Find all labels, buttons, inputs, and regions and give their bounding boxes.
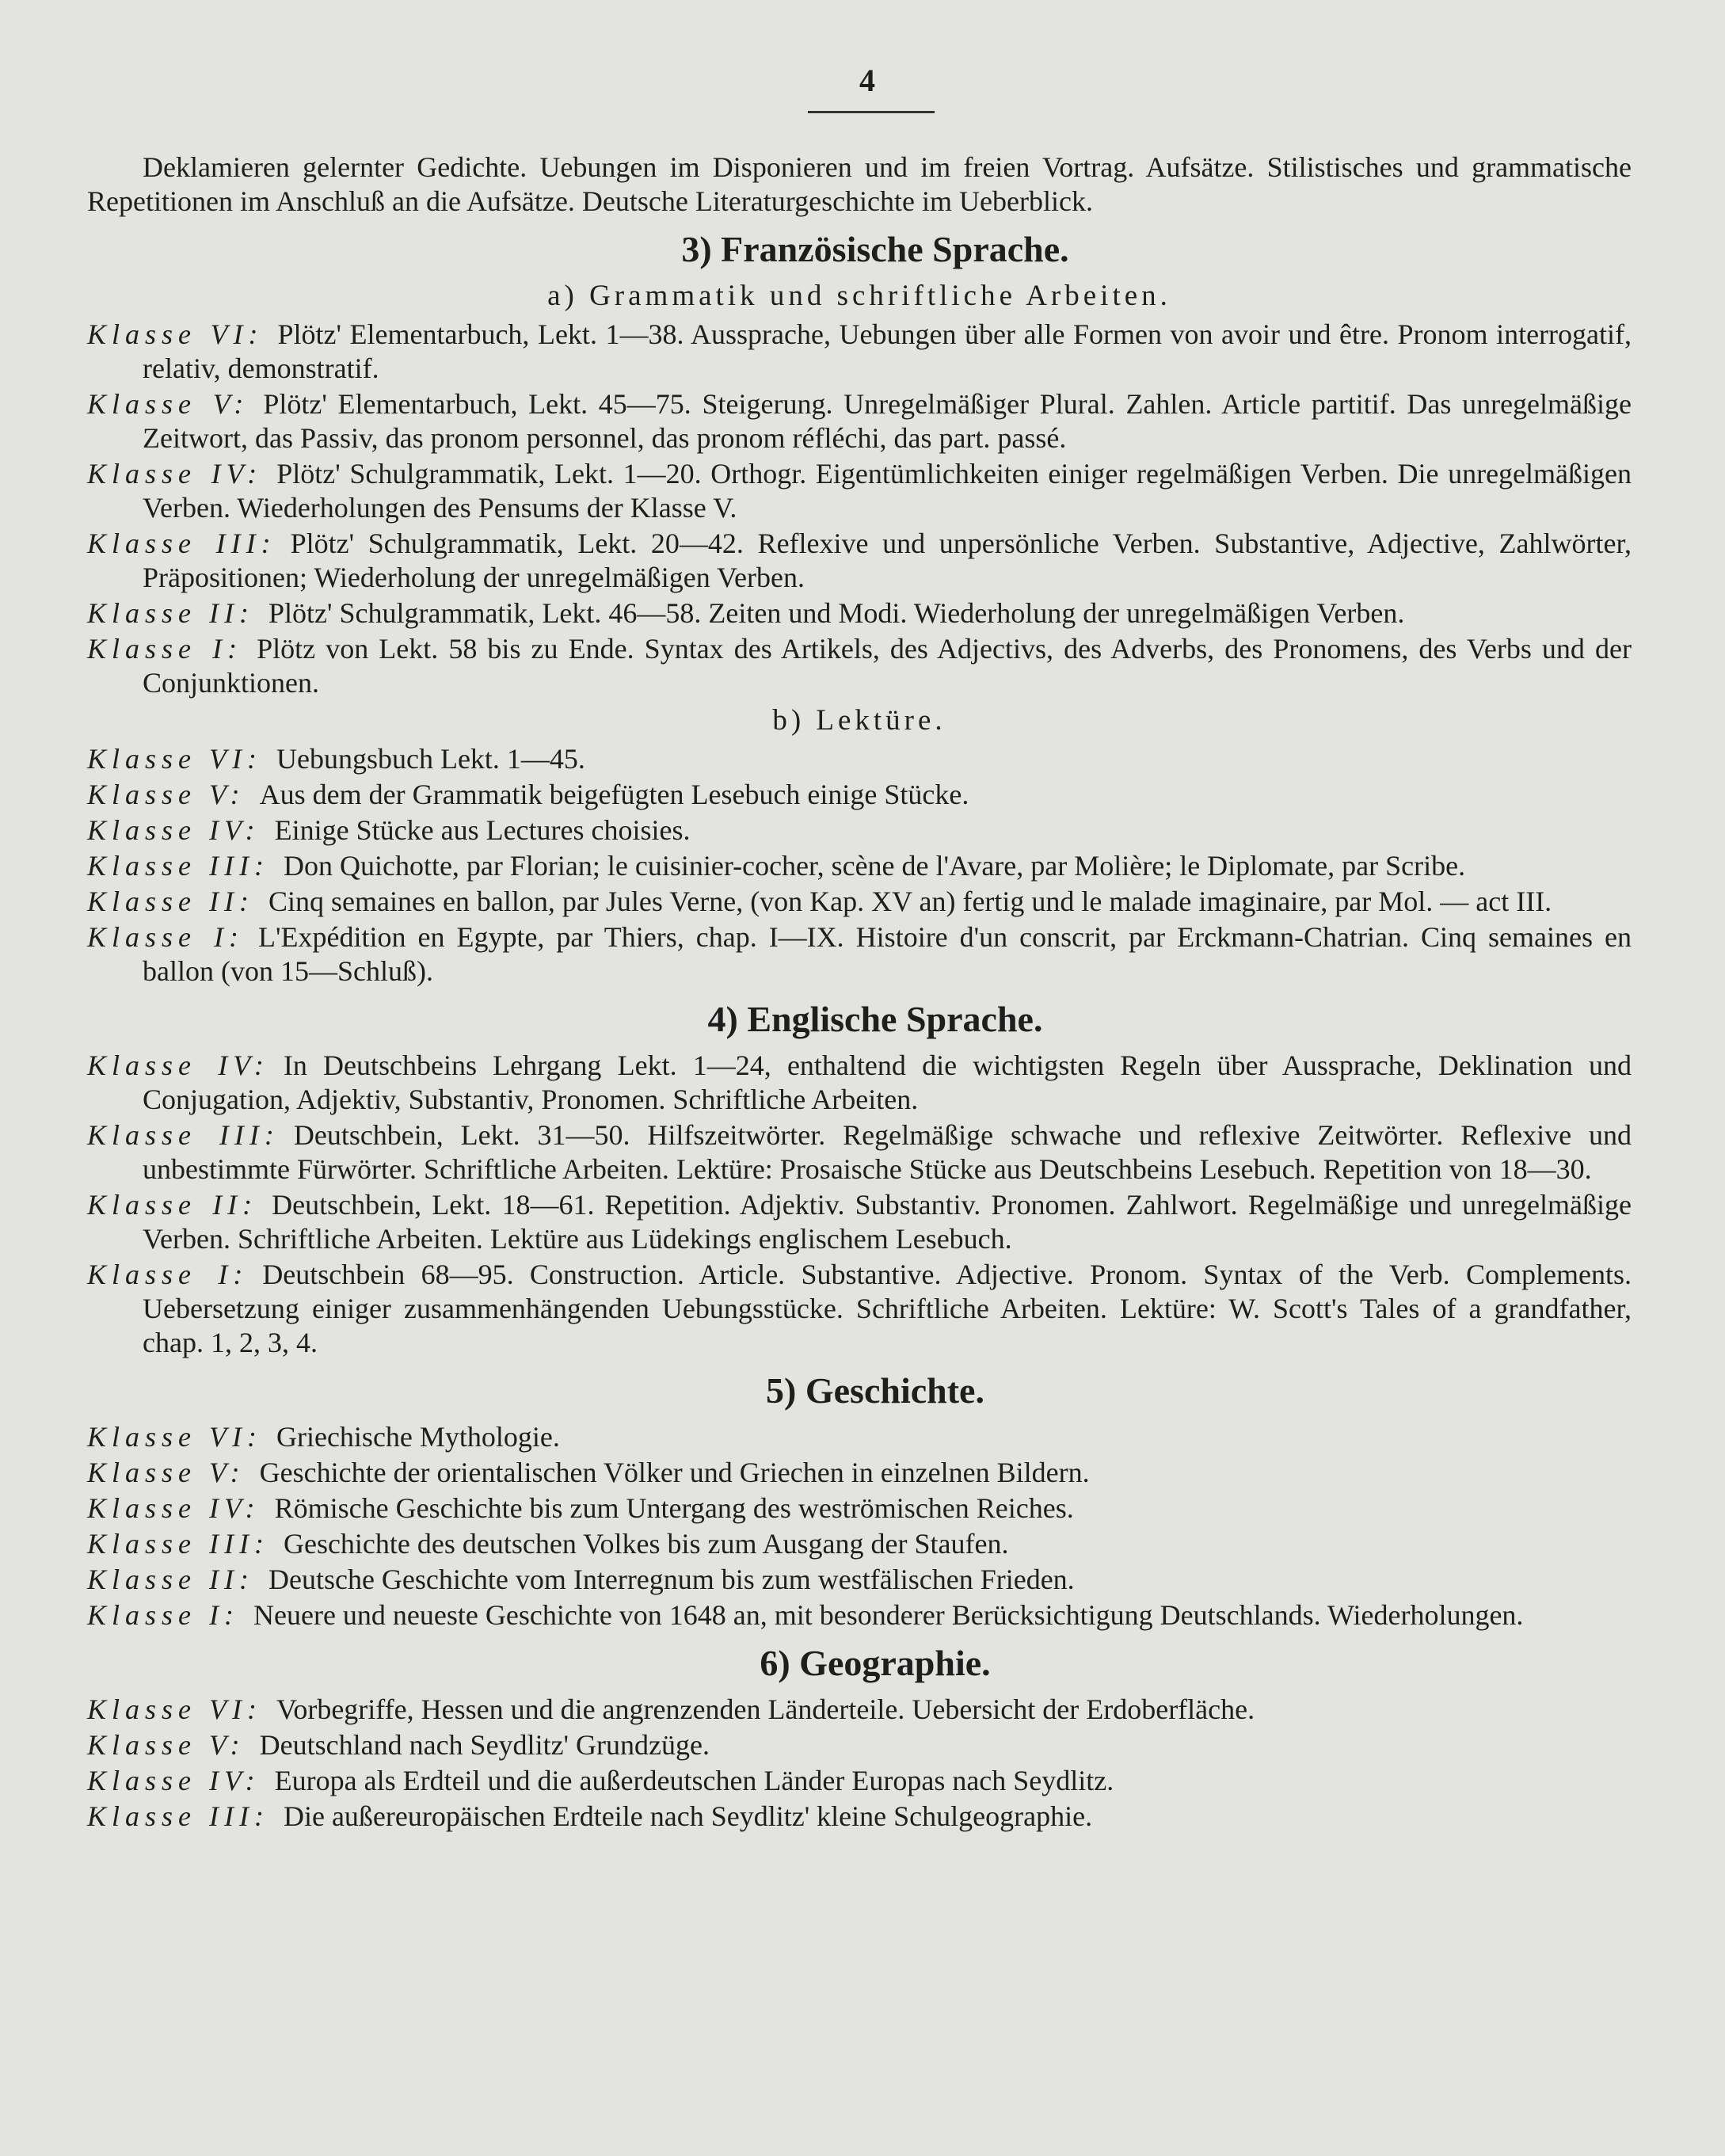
class-entry (87, 778, 1632, 812)
subsection-title-grammar: a) Grammatik und schriftliche Arbeiten. (547, 280, 1171, 312)
class-label: Klasse IV: (87, 458, 263, 489)
class-label: Klasse IV: (87, 814, 261, 846)
class-text: Geschichte der orientalischen Völker und Griechen in einzelnen Bildern. (259, 1457, 1090, 1488)
geography-list (87, 1693, 1632, 1834)
class-text: Vorbegriffe, Hessen und die angrenzenden Länderteile. Uebersicht der Erdoberfläche. (276, 1693, 1255, 1725)
class-text: Uebungsbuch Lekt. 1—45. (276, 743, 585, 775)
class-text: Europa als Erdteil und die außerdeutschen Länder Europas nach Seydlitz. (274, 1765, 1114, 1796)
class-text: Plötz' Schulgrammatik, Lekt. 20—42. Reflexive und unpersönliche Verben. Substantive, Adjective, Zahlwörter, Präpositionen; Wiederholung der unregelmäßigen Verben. (143, 528, 1632, 593)
class-entry (87, 1693, 1632, 1727)
class-label: Klasse II: (87, 1564, 254, 1595)
class-entry (87, 1800, 1632, 1834)
class-entry (87, 1598, 1632, 1632)
class-text: In Deutschbeins Lehrgang Lekt. 1—24, enthaltend die wichtigsten Regeln über Aussprache, Deklination und Conjugation, Adjektiv, Substantiv, Pronomen. Schriftliche Arbeiten. (143, 1049, 1632, 1115)
section-title-history: 5) Geschichte. (766, 1370, 984, 1411)
class-text: L'Expédition en Egypte, par Thiers, chap. I—IX. Histoire d'un conscrit, par Erckmann-Chatrian. Cinq semaines en ballon (von 15—Schluß). (143, 921, 1632, 987)
class-entry (87, 742, 1632, 776)
class-label: Klasse IV: (87, 1049, 269, 1081)
class-label: Klasse V: (87, 779, 246, 810)
class-entry (87, 920, 1632, 988)
page-content (87, 150, 1632, 1835)
class-label: Klasse I: (87, 921, 244, 953)
class-text: Neuere und neueste Geschichte von 1648 an, mit besonderer Berücksichtigung Deutschlands. Wiederholungen. (253, 1599, 1524, 1631)
class-entry (87, 527, 1632, 595)
class-text: Deutschbein, Lekt. 31—50. Hilfszeitwörter. Regelmäßige schwache und reflexive Zeitwörter. Reflexive und unbestimmte Fürwörter. Schriftliche Arbeiten. Lektüre: Prosaische Stücke aus Deutschbeins Lesebuch. Repetition von 18—30. (143, 1119, 1632, 1185)
class-text: Aus dem der Grammatik beigefügten Lesebuch einige Stücke. (259, 779, 969, 810)
section-title-french: 3) Französische Sprache. (681, 229, 1069, 269)
section-title-geography: 6) Geographie. (760, 1643, 991, 1683)
class-text: Deutschbein, Lekt. 18—61. Repetition. Adjektiv. Substantiv. Pronomen. Zahlwort. Regelmäßige und unregelmäßige Verben. Schriftliche Arbeiten. Lektüre aus Lüdekings englischem Lesebuch. (143, 1189, 1632, 1255)
class-entry (87, 1456, 1632, 1490)
class-entry (87, 318, 1632, 386)
class-entry (87, 1527, 1632, 1561)
class-label: Klasse I: (87, 1259, 249, 1290)
english-list (87, 1049, 1632, 1360)
class-entry (87, 813, 1632, 848)
page-number-rule (808, 111, 935, 113)
class-label: Klasse I: (87, 1599, 239, 1631)
page-number: 4 (859, 63, 875, 98)
class-text: Plötz' Schulgrammatik, Lekt. 1—20. Orthogr. Eigentümlichkeiten einiger regelmäßigen Verben. Die unregelmäßigen Verben. Wiederholungen des Pensums der Klasse V. (143, 458, 1632, 524)
class-entry (87, 1258, 1632, 1360)
class-entry (87, 1420, 1632, 1454)
french-grammar-list (87, 318, 1632, 700)
class-entry (87, 1188, 1632, 1256)
class-text: Plötz' Schulgrammatik, Lekt. 46—58. Zeiten und Modi. Wiederholung der unregelmäßigen Verben. (268, 597, 1405, 629)
class-label: Klasse VI: (87, 1693, 262, 1725)
class-entry (87, 1491, 1632, 1526)
french-reading-list (87, 742, 1632, 988)
class-label: Klasse III: (87, 1800, 269, 1832)
class-text: Geschichte des deutschen Volkes bis zum Ausgang der Staufen. (283, 1528, 1009, 1560)
class-text: Plötz' Elementarbuch, Lekt. 1—38. Aussprache, Uebungen über alle Formen von avoir und être. Pronom interrogatif, relativ, demonstratif. (143, 318, 1632, 384)
class-entry (87, 387, 1632, 455)
class-label: Klasse II: (87, 1189, 258, 1221)
class-label: Klasse VI: (87, 318, 264, 350)
class-text: Deutschbein 68—95. Construction. Article. Substantive. Adjective. Pronom. Syntax of the Verb. Complements. Uebersetzung einiger zusammenhängenden Uebungsstücke. Schriftliche Arbeiten. Lektüre: W. Scott's Tales of a grandfather, chap. 1, 2, 3, 4. (143, 1259, 1632, 1358)
class-entry (87, 885, 1632, 919)
class-label: Klasse III: (87, 850, 269, 882)
class-text: Die außereuropäischen Erdteile nach Seydlitz' kleine Schulgeographie. (283, 1800, 1093, 1832)
class-text: Deutsche Geschichte vom Interregnum bis zum westfälischen Frieden. (268, 1564, 1075, 1595)
class-text: Plötz von Lekt. 58 bis zu Ende. Syntax des Artikels, des Adjectivs, des Adverbs, des Pronomens, des Verbs und der Conjunktionen. (143, 633, 1632, 699)
class-label: Klasse III: (87, 528, 276, 559)
class-label: Klasse IV: (87, 1765, 261, 1796)
class-label: Klasse II: (87, 886, 254, 917)
class-label: Klasse VI: (87, 1421, 262, 1453)
class-label: Klasse III: (87, 1528, 269, 1560)
class-label: Klasse III: (87, 1119, 280, 1151)
class-entry (87, 1049, 1632, 1117)
class-entry (87, 1118, 1632, 1187)
subsection-title-reading: b) Lektüre. (772, 704, 946, 737)
class-text: Cinq semaines en ballon, par Jules Verne, (von Kap. XV an) fertig und le malade imaginaire, par Mol. — act III. (268, 886, 1552, 917)
class-label: Klasse V: (87, 388, 249, 420)
intro-paragraph: Deklamieren gelernter Gedichte. Uebungen im Disponieren und im freien Vortrag. Aufsätze. Stilistisches und grammatische Repetitionen im Anschluß an die Aufsätze. Deutsche Literaturgeschichte im Ueberblick. (87, 151, 1632, 217)
class-entry (87, 1764, 1632, 1798)
class-label: Klasse II: (87, 597, 254, 629)
section-title-english: 4) Englische Sprache. (707, 999, 1043, 1039)
history-list (87, 1420, 1632, 1632)
class-label: Klasse I: (87, 633, 243, 665)
class-entry (87, 849, 1632, 883)
class-text: Einige Stücke aus Lectures choisies. (274, 814, 691, 846)
class-label: Klasse V: (87, 1457, 246, 1488)
class-label: Klasse IV: (87, 1492, 261, 1524)
class-text: Deutschland nach Seydlitz' Grundzüge. (259, 1729, 710, 1761)
class-label: Klasse VI: (87, 743, 262, 775)
class-label: Klasse V: (87, 1729, 246, 1761)
class-entry (87, 1728, 1632, 1762)
class-entry (87, 632, 1632, 700)
class-entry (87, 457, 1632, 525)
class-entry (87, 596, 1632, 630)
class-text: Römische Geschichte bis zum Untergang des weströmischen Reiches. (274, 1492, 1074, 1524)
class-text: Griechische Mythologie. (276, 1421, 560, 1453)
class-text: Don Quichotte, par Florian; le cuisinier-cocher, scène de l'Avare, par Molière; le Diplomate, par Scribe. (283, 850, 1466, 882)
class-entry (87, 1563, 1632, 1597)
class-text: Plötz' Elementarbuch, Lekt. 45—75. Steigerung. Unregelmäßiger Plural. Zahlen. Article partitif. Das unregelmäßige Zeitwort, das Passiv, das pronom personnel, das pronom réfléchi, das part. passé. (143, 388, 1632, 454)
